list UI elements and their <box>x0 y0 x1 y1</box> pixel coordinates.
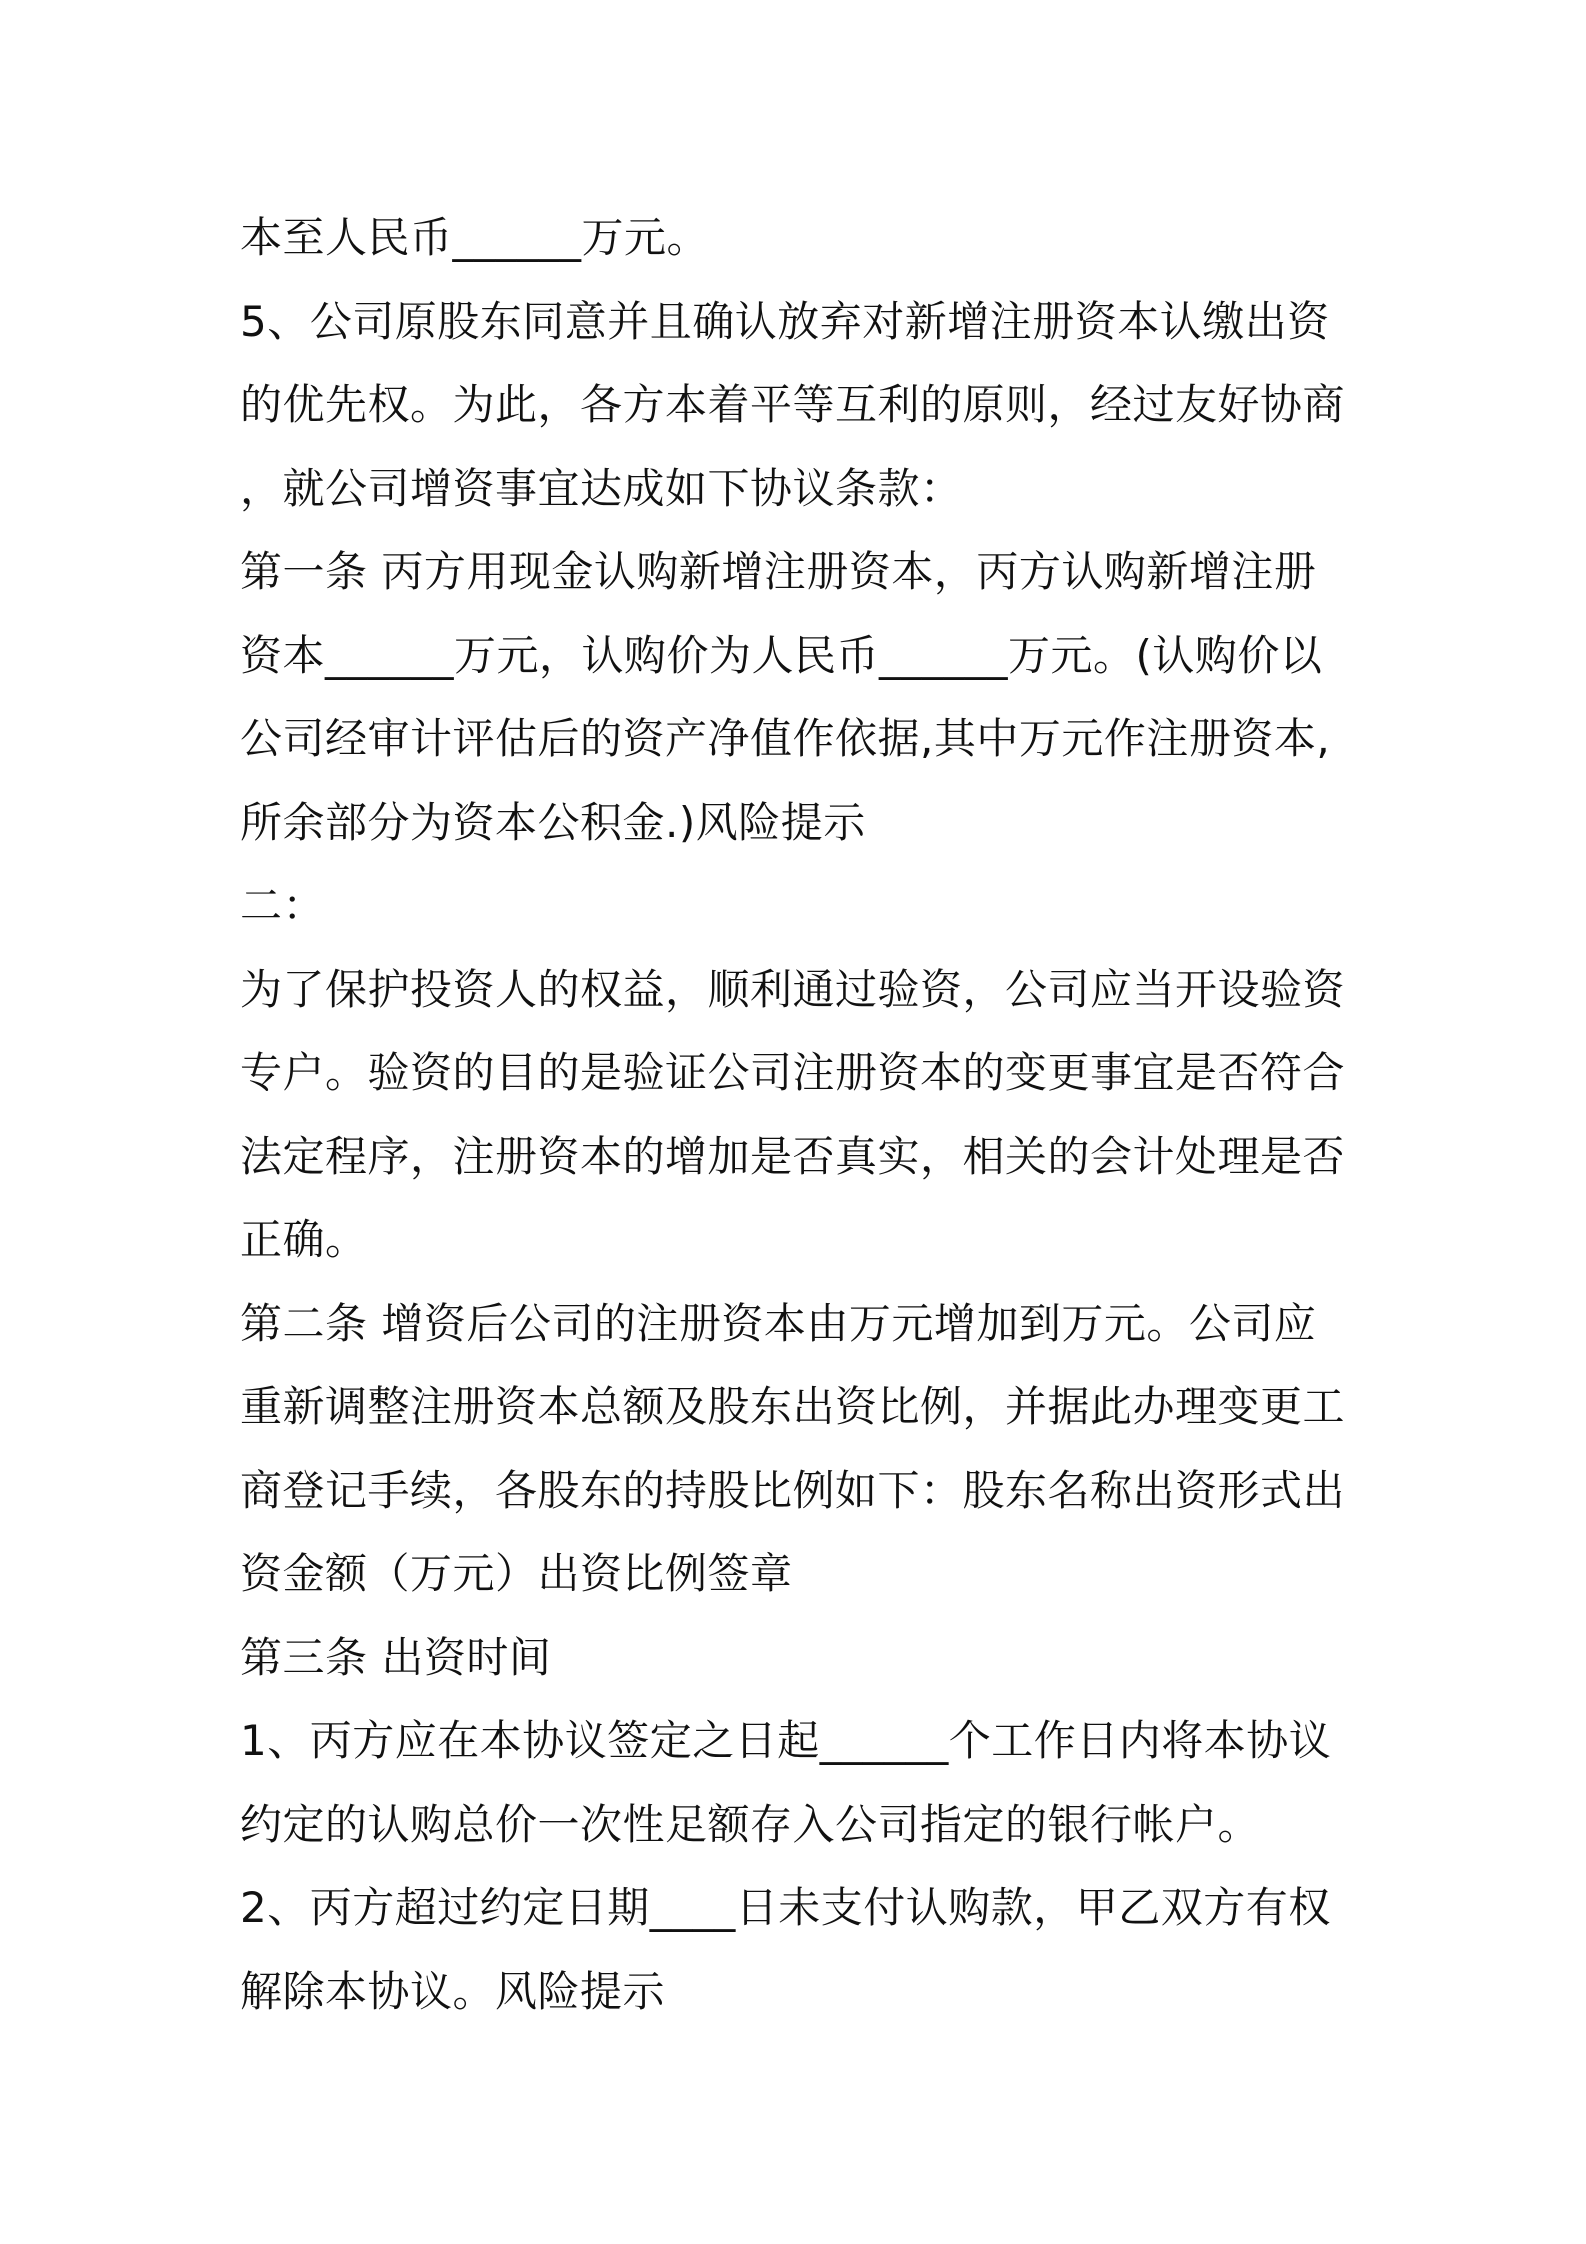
text-line: 法定程序，注册资本的增加是否真实，相关的会计处理是否 <box>240 1131 1346 1181</box>
text-line: 1、丙方应在本协议签定之日起______个工作日内将本协议 <box>240 1716 1332 1765</box>
text-line: 2、丙方超过约定日期____日未支付认购款，甲乙双方有权 <box>240 1883 1331 1932</box>
text-line: 资本______万元，认购价为人民币______万元。(认购价以 <box>240 630 1323 680</box>
text-line: 公司经审计评估后的资产净值作依据,其中万元作注册资本, <box>240 714 1331 763</box>
text-line: 第一条 丙方用现金认购新增注册资本，丙方认购新增注册 <box>240 547 1317 596</box>
text-line: ，就公司增资事宜达成如下协议条款： <box>240 463 963 513</box>
text-line: 解除本协议。风险提示 <box>240 1966 666 2016</box>
text-line: 商登记手续，各股东的持股比例如下：股东名称出资形式出 <box>240 1465 1346 1515</box>
text-line: 第二条 增资后公司的注册资本由万元增加到万元。公司应 <box>240 1298 1317 1348</box>
text-line: 二： <box>240 881 326 930</box>
text-line: 的优先权。为此，各方本着平等互利的原则，经过友好协商 <box>240 380 1346 429</box>
text-line: 5、公司原股东同意并且确认放弃对新增注册资本认缴出资 <box>240 296 1330 346</box>
text-line: 重新调整注册资本总额及股东出资比例，并据此办理变更工 <box>240 1382 1346 1431</box>
text-line: 第三条 出资时间 <box>240 1632 552 1682</box>
text-line: 正确。 <box>240 1215 368 1264</box>
text-line: 所余部分为资本公积金.)风险提示 <box>240 797 866 847</box>
text-line: 为了保护投资人的权益，顺利通过验资，公司应当开设验资 <box>240 964 1346 1014</box>
text-line: 本至人民币______万元。 <box>240 213 710 262</box>
text-line: 资金额（万元）出资比例签章 <box>240 1549 793 1598</box>
text-line: 专户。验资的目的是验证公司注册资本的变更事宜是否符合 <box>240 1048 1346 1097</box>
text-line: 约定的认购总价一次性足额存入公司指定的银行帐户。 <box>240 1799 1261 1849</box>
document-body <box>240 196 1360 2033</box>
